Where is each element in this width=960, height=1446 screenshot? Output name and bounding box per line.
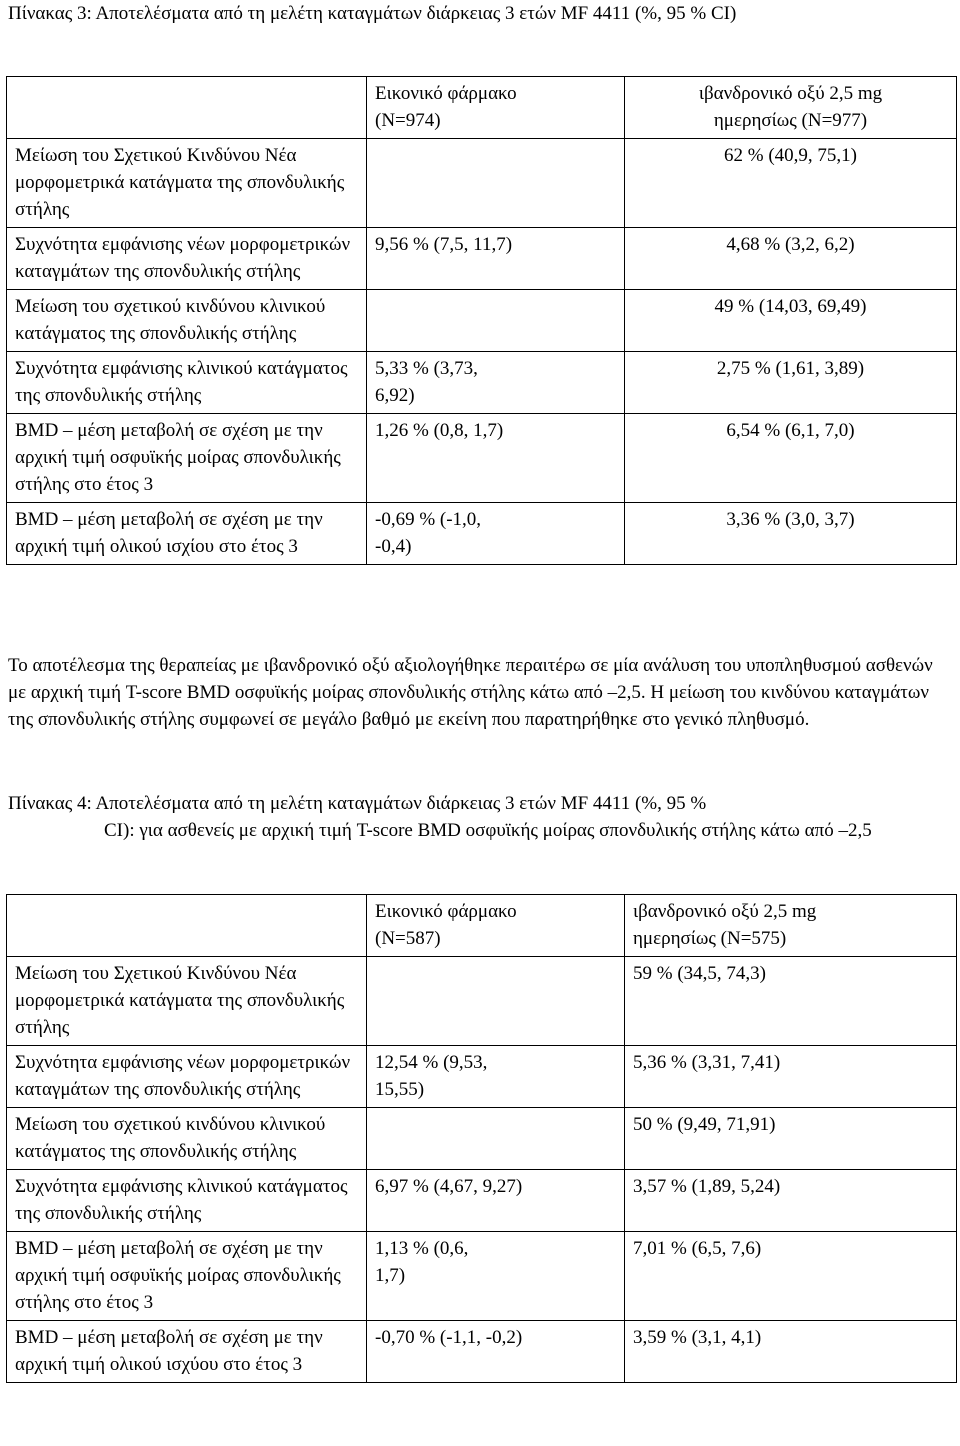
table-row — [7, 1232, 957, 1321]
row-label: Μείωση του Σχετικού Κινδύνου Νέα μορφομετρικά κατάγματα της σπονδυλικής στήλης — [7, 957, 367, 1046]
table-row — [7, 1321, 957, 1383]
table-row — [7, 503, 957, 565]
ibandronic-value: 50 % (9,49, 71,91) — [625, 1108, 957, 1170]
ibandronic-value: 59 % (34,5, 74,3) — [625, 957, 957, 1046]
table-row — [7, 290, 957, 352]
ibandronic-value: 2,75 % (1,61, 3,89) — [625, 352, 957, 414]
placebo-value — [367, 290, 625, 352]
table-4-caption-line1: Πίνακας 4: Αποτελέσματα από τη μελέτη καταγμάτων διάρκειας 3 ετών MF 4411 (%, 95 % — [8, 793, 707, 814]
placebo-value: 9,56 % (7,5, 11,7) — [367, 228, 625, 290]
header-empty-cell — [7, 895, 367, 957]
table-3-caption: Πίνακας 3: Αποτελέσματα από τη μελέτη καταγμάτων διάρκειας 3 ετών MF 4411 (%, 95 % CI) — [8, 3, 737, 24]
placebo-value: -0,70 % (-1,1, -0,2) — [367, 1321, 625, 1383]
row-label: Μείωση του σχετικού κινδύνου κλινικού κατάγματος της σπονδυλικής στήλης — [7, 1108, 367, 1170]
row-label: Συχνότητα εμφάνισης νέων μορφομετρικών καταγμάτων της σπονδυλικής στήλης — [7, 228, 367, 290]
results-table-4 — [6, 894, 957, 1383]
table-row — [7, 1170, 957, 1232]
row-label: BMD – μέση μεταβολή σε σχέση με την αρχική τιμή οσφυϊκής μοίρας σπονδυλικής στήλης στο έτος 3 — [7, 1232, 367, 1321]
row-label: Συχνότητα εμφάνισης κλινικού κατάγματος της σπονδυλικής στήλης — [7, 352, 367, 414]
placebo-value — [367, 139, 625, 228]
header-placebo: Εικονικό φάρμακο (N=587) — [367, 895, 625, 957]
placebo-value: 6,97 % (4,67, 9,27) — [367, 1170, 625, 1232]
ibandronic-value: 3,57 % (1,89, 5,24) — [625, 1170, 957, 1232]
ibandronic-value: 6,54 % (6,1, 7,0) — [625, 414, 957, 503]
table-row — [7, 228, 957, 290]
table-row — [7, 414, 957, 503]
table-row — [7, 1046, 957, 1108]
ibandronic-value: 3,36 % (3,0, 3,7) — [625, 503, 957, 565]
placebo-value: 1,13 % (0,6, 1,7) — [367, 1232, 625, 1321]
body-paragraph: Το αποτέλεσμα της θεραπείας με ιβανδρονικό οξύ αξιολογήθηκε περαιτέρω σε μία ανάλυση του υποπληθυσμού ασθενών με αρχική τιμή T-score BMD οσφυϊκής μοίρας σπονδυλικής στήλης κάτω από –2,5. Η μείωση του κινδύνου καταγμάτων της σπονδυλικής στήλης συμφωνεί σε μεγάλο βαθμό με εκείνη που παρατηρήθηκε στο γενικό πληθυσμό. — [8, 655, 933, 730]
table-row — [7, 352, 957, 414]
placebo-value — [367, 957, 625, 1046]
row-label: Μείωση του σχετικού κινδύνου κλινικού κατάγματος της σπονδυλικής στήλης — [7, 290, 367, 352]
row-label: BMD – μέση μεταβολή σε σχέση με την αρχική τιμή ολικού ισχύου στο έτος 3 — [7, 1321, 367, 1383]
table-row — [7, 1108, 957, 1170]
table-row — [7, 139, 957, 228]
header-ibandronic: ιβανδρονικό οξύ 2,5 mg ημερησίως (N=977) — [625, 77, 957, 139]
row-label: BMD – μέση μεταβολή σε σχέση με την αρχική τιμή ολικού ισχίου στο έτος 3 — [7, 503, 367, 565]
placebo-value: -0,69 % (-1,0, -0,4) — [367, 503, 625, 565]
table-row — [7, 957, 957, 1046]
ibandronic-value: 5,36 % (3,31, 7,41) — [625, 1046, 957, 1108]
ibandronic-value: 3,59 % (3,1, 4,1) — [625, 1321, 957, 1383]
header-ibandronic: ιβανδρονικό οξύ 2,5 mg ημερησίως (N=575) — [625, 895, 957, 957]
row-label: Συχνότητα εμφάνισης νέων μορφομετρικών καταγμάτων της σπονδυλικής στήλης — [7, 1046, 367, 1108]
row-label: Συχνότητα εμφάνισης κλινικού κατάγματος της σπονδυλικής στήλης — [7, 1170, 367, 1232]
placebo-value: 1,26 % (0,8, 1,7) — [367, 414, 625, 503]
table-header-row — [7, 895, 957, 957]
placebo-value: 12,54 % (9,53, 15,55) — [367, 1046, 625, 1108]
ibandronic-value: 4,68 % (3,2, 6,2) — [625, 228, 957, 290]
table-4-caption — [8, 790, 908, 844]
header-placebo: Εικονικό φάρμακο (N=974) — [367, 77, 625, 139]
placebo-value: 5,33 % (3,73, 6,92) — [367, 352, 625, 414]
row-label: BMD – μέση μεταβολή σε σχέση με την αρχική τιμή οσφυϊκής μοίρας σπονδυλικής στήλης στο έτος 3 — [7, 414, 367, 503]
results-table-3 — [6, 76, 957, 565]
ibandronic-value: 49 % (14,03, 69,49) — [625, 290, 957, 352]
header-empty-cell — [7, 77, 367, 139]
ibandronic-value: 7,01 % (6,5, 7,6) — [625, 1232, 957, 1321]
placebo-value — [367, 1108, 625, 1170]
row-label: Μείωση του Σχετικού Κινδύνου Νέα μορφομετρικά κατάγματα της σπονδυλικής στήλης — [7, 139, 367, 228]
table-header-row — [7, 77, 957, 139]
ibandronic-value: 62 % (40,9, 75,1) — [625, 139, 957, 228]
table-4-caption-line2: CI): για ασθενείς με αρχική τιμή T-score BMD οσφυϊκής μοίρας σπονδυλικής στήλης κάτω από –2,5 — [104, 820, 872, 841]
